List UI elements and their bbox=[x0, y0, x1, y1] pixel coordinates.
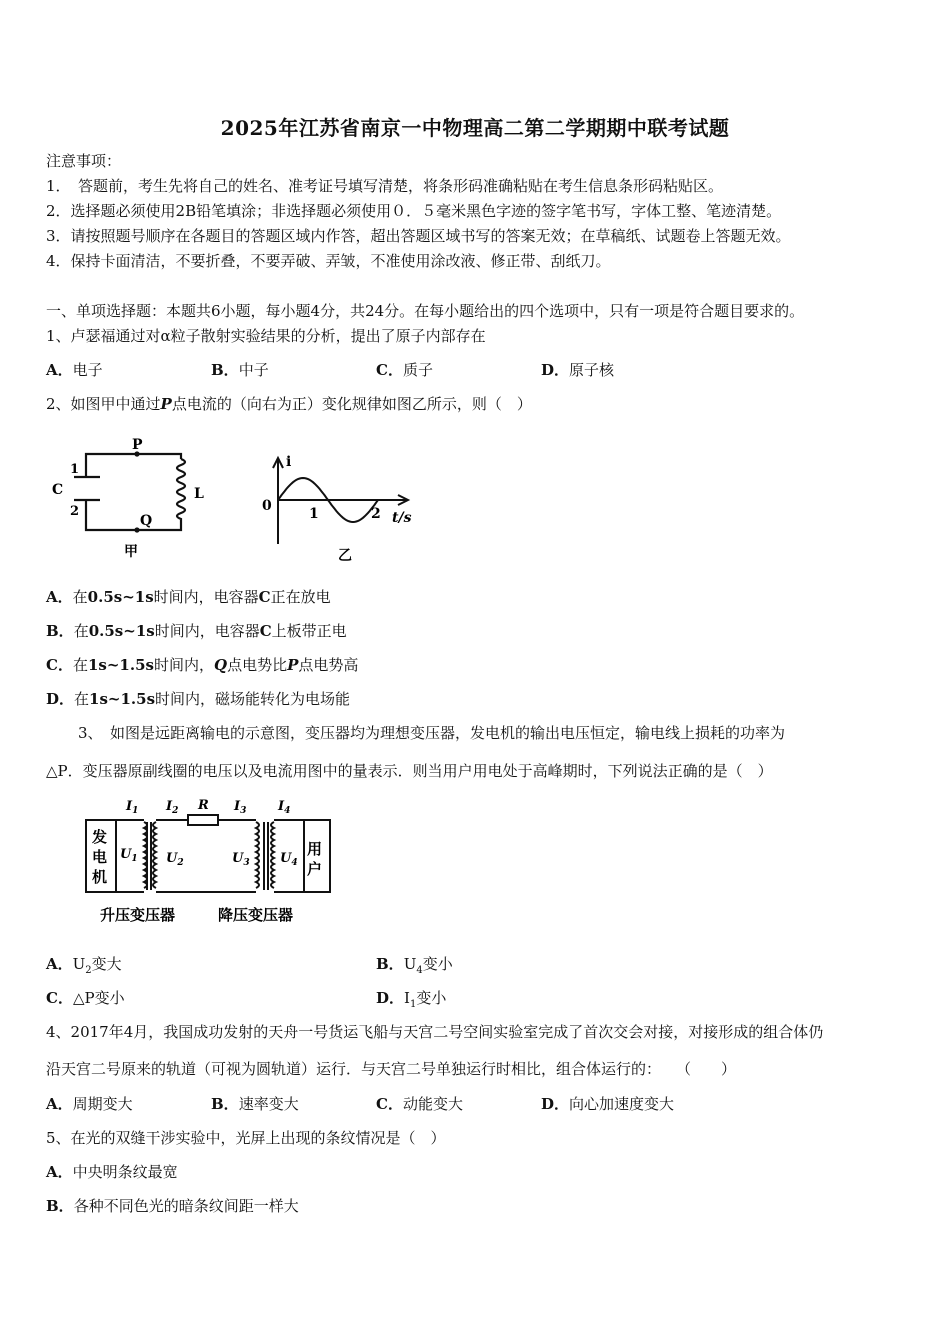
q4-option-a: A．周期变大 bbox=[46, 1095, 133, 1113]
label-u1: $U_1$ bbox=[120, 847, 138, 864]
q3-option-b: B．$U_4$变小 bbox=[376, 955, 453, 976]
label-plate-2: 2 bbox=[70, 504, 80, 519]
q3-option-a: A．$U_2$变大 bbox=[46, 955, 122, 976]
caption-jia: 甲 bbox=[124, 544, 138, 560]
caption-yi: 乙 bbox=[338, 548, 352, 564]
axis-label-t: t/s bbox=[392, 510, 412, 526]
label-i4: $I_4$ bbox=[278, 799, 291, 816]
power-transmission-figure bbox=[80, 796, 340, 928]
q2-option-c: C．在1s~1.5s时间内，Q点电势比P点电势高 bbox=[46, 656, 359, 674]
user-char-2: 户 bbox=[307, 860, 323, 878]
point-q bbox=[134, 527, 139, 532]
lc-circuit-figure bbox=[48, 432, 218, 562]
notice-item-1: 1． 答题前，考生先将自己的姓名、准考证号填写清楚，将条形码准确粘贴在考生信息条形码粘贴区。 bbox=[46, 177, 724, 195]
q2-option-b: B．在0.5s~1s时间内，电容器C上板带正电 bbox=[46, 622, 347, 640]
q5-stem: 5、在光的双缝干涉实验中，光屏上出现的条纹情况是（ ） bbox=[46, 1129, 446, 1147]
label-p: P bbox=[132, 437, 143, 453]
q3-stem-line-2: △P．变压器原副线圈的电压以及电流用图中的量表示．则当用户用电处于高峰期时，下列说法正确的是（ ） bbox=[46, 762, 773, 780]
tick-1: 1 bbox=[309, 506, 319, 522]
label-r: R bbox=[198, 798, 209, 813]
q2-stem: 2、如图甲中通过P点电流的（向右为正）变化规律如图乙所示，则（ ） bbox=[46, 395, 532, 413]
q1-option-c: C．质子 bbox=[376, 361, 433, 379]
q1-stem: 1、卢瑟福通过对α粒子散射实验结果的分析，提出了原子内部存在 bbox=[46, 327, 486, 345]
label-plate-1: 1 bbox=[70, 462, 80, 477]
notice-item-4: 4．保持卡面清洁，不要折叠，不要弄破、弄皱，不准使用涂改液、修正带、刮纸刀。 bbox=[46, 252, 611, 270]
tick-2: 2 bbox=[371, 506, 381, 522]
generator-char-3: 机 bbox=[92, 868, 108, 886]
q5-option-b: B．各种不同色光的暗条纹间距一样大 bbox=[46, 1197, 299, 1215]
section-heading: 一、单项选择题：本题共6小题，每小题4分，共24分。在每小题给出的四个选项中，只有一项是符合题目要求的。 bbox=[46, 302, 805, 320]
axis-origin: 0 bbox=[262, 498, 272, 514]
current-time-graph bbox=[256, 452, 426, 567]
label-i2: $I_2$ bbox=[166, 799, 179, 816]
generator-char-1: 发 bbox=[92, 828, 108, 846]
caption-step-down: 降压变压器 bbox=[218, 906, 294, 924]
q2-option-d: D．在1s~1.5s时间内，磁场能转化为电场能 bbox=[46, 690, 351, 708]
q4-option-b: B．速率变大 bbox=[211, 1095, 299, 1113]
q5-option-a: A．中央明条纹最宽 bbox=[46, 1163, 178, 1181]
label-u4: $U_4$ bbox=[280, 851, 298, 868]
notice-item-2: 2．选择题必须使用2B铅笔填涂；非选择题必须使用０．５毫米黑色字迹的签字笔书写，字体工整、笔迹清楚。 bbox=[46, 202, 782, 220]
label-i3: $I_3$ bbox=[234, 799, 247, 816]
notice-item-3: 3．请按照题号顺序在各题目的答题区域内作答，超出答题区域书写的答案无效；在草稿纸、试题卷上答题无效。 bbox=[46, 227, 791, 245]
label-l: L bbox=[194, 486, 204, 502]
notice-heading: 注意事项： bbox=[46, 152, 122, 170]
label-i1: $I_1$ bbox=[126, 799, 139, 816]
caption-step-up: 升压变压器 bbox=[100, 906, 176, 924]
q2-option-a: A．在0.5s~1s时间内，电容器C正在放电 bbox=[46, 588, 331, 606]
label-u2: $U_2$ bbox=[166, 851, 184, 868]
q4-option-c: C．动能变大 bbox=[376, 1095, 463, 1113]
q4-option-d: D．向心加速度变大 bbox=[541, 1095, 675, 1113]
q1-option-a: A．电子 bbox=[46, 361, 103, 379]
label-u3: $U_3$ bbox=[232, 851, 250, 868]
page-title: 2025年江苏省南京一中物理高二第二学期期中联考试题 bbox=[220, 116, 730, 140]
q4-stem-line-2: 沿天宫二号原来的轨道（可视为圆轨道）运行．与天宫二号单独运行时相比，组合体运行的： （ ） bbox=[46, 1060, 737, 1078]
generator-char-2: 电 bbox=[92, 848, 108, 866]
q3-option-c: C．△P变小 bbox=[46, 989, 125, 1007]
q3-stem-line-1: 3、 如图是远距离输电的示意图，变压器均为理想变压器，发电机的输出电压恒定，输电线上损耗的功率为 bbox=[78, 724, 786, 742]
axis-label-i: i bbox=[286, 454, 292, 470]
label-q: Q bbox=[140, 513, 153, 529]
q1-option-d: D．原子核 bbox=[541, 361, 615, 379]
label-c: C bbox=[52, 482, 64, 498]
q3-option-d: D．$I_1$变小 bbox=[376, 989, 447, 1010]
user-char-1: 用 bbox=[307, 840, 323, 858]
q4-stem-line-1: 4、2017年4月，我国成功发射的天舟一号货运飞船与天宫二号空间实验室完成了首次交会对接，对接形成的组合体仍 bbox=[46, 1023, 824, 1041]
q1-option-b: B．中子 bbox=[211, 361, 269, 379]
